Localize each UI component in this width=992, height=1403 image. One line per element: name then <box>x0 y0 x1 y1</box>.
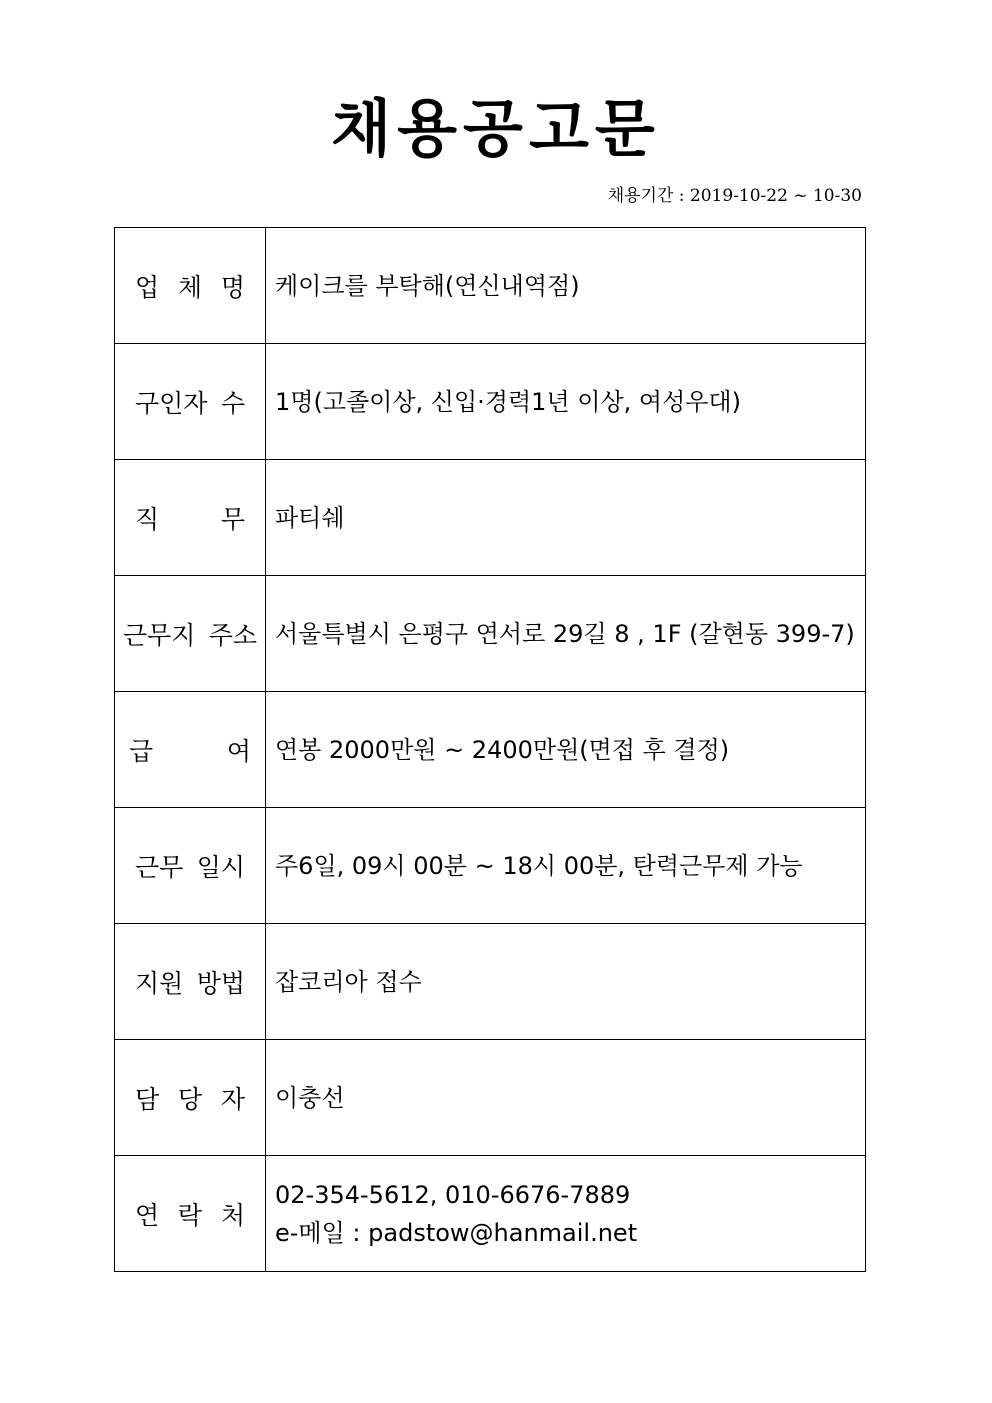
table-row-contact <box>115 1156 866 1272</box>
table-row-manager <box>115 1040 866 1156</box>
job-value: 파티쉐 <box>266 460 866 576</box>
table-row-headcount <box>115 344 866 460</box>
address-value: 서울특별시 은평구 연서로 29길 8 , 1F (갈현동 399-7) <box>266 576 866 692</box>
manager-value: 이충선 <box>266 1040 866 1156</box>
salary-label: 급 여 <box>115 692 266 808</box>
company-label: 업 체 명 <box>115 228 266 344</box>
hours-value: 주6일, 09시 00분 ~ 18시 00분, 탄력근무제 가능 <box>266 808 866 924</box>
headcount-label: 구인자 수 <box>115 344 266 460</box>
recruitment-period: 채용기간 : 2019-10-22 ~ 10-30 <box>607 186 862 206</box>
contact-phone: 02-354-5612, 010-6676-7889 <box>275 1180 631 1209</box>
hours-label: 근무 일시 <box>115 808 266 924</box>
address-label: 근무지 주소 <box>115 576 266 692</box>
contact-label: 연 락 처 <box>115 1156 266 1272</box>
table-row-hours <box>115 808 866 924</box>
company-value: 케이크를 부탁해(연신내역점) <box>266 228 866 344</box>
table-row-job <box>115 460 866 576</box>
table-row-company <box>115 228 866 344</box>
apply-value: 잡코리아 접수 <box>266 924 866 1040</box>
table-row-salary <box>115 692 866 808</box>
job-posting-table <box>114 227 866 1272</box>
contact-email: e-메일 : padstow@hanmail.net <box>275 1218 638 1247</box>
apply-label: 지원 방법 <box>115 924 266 1040</box>
headcount-value: 1명(고졸이상, 신입·경력1년 이상, 여성우대) <box>266 344 866 460</box>
document-title: 채용공고문 <box>331 92 661 165</box>
salary-value: 연봉 2000만원 ~ 2400만원(면접 후 결정) <box>266 692 866 808</box>
table-row-apply <box>115 924 866 1040</box>
manager-label: 담 당 자 <box>115 1040 266 1156</box>
job-label: 직 무 <box>115 460 266 576</box>
table-row-address <box>115 576 866 692</box>
contact-value <box>266 1156 866 1272</box>
